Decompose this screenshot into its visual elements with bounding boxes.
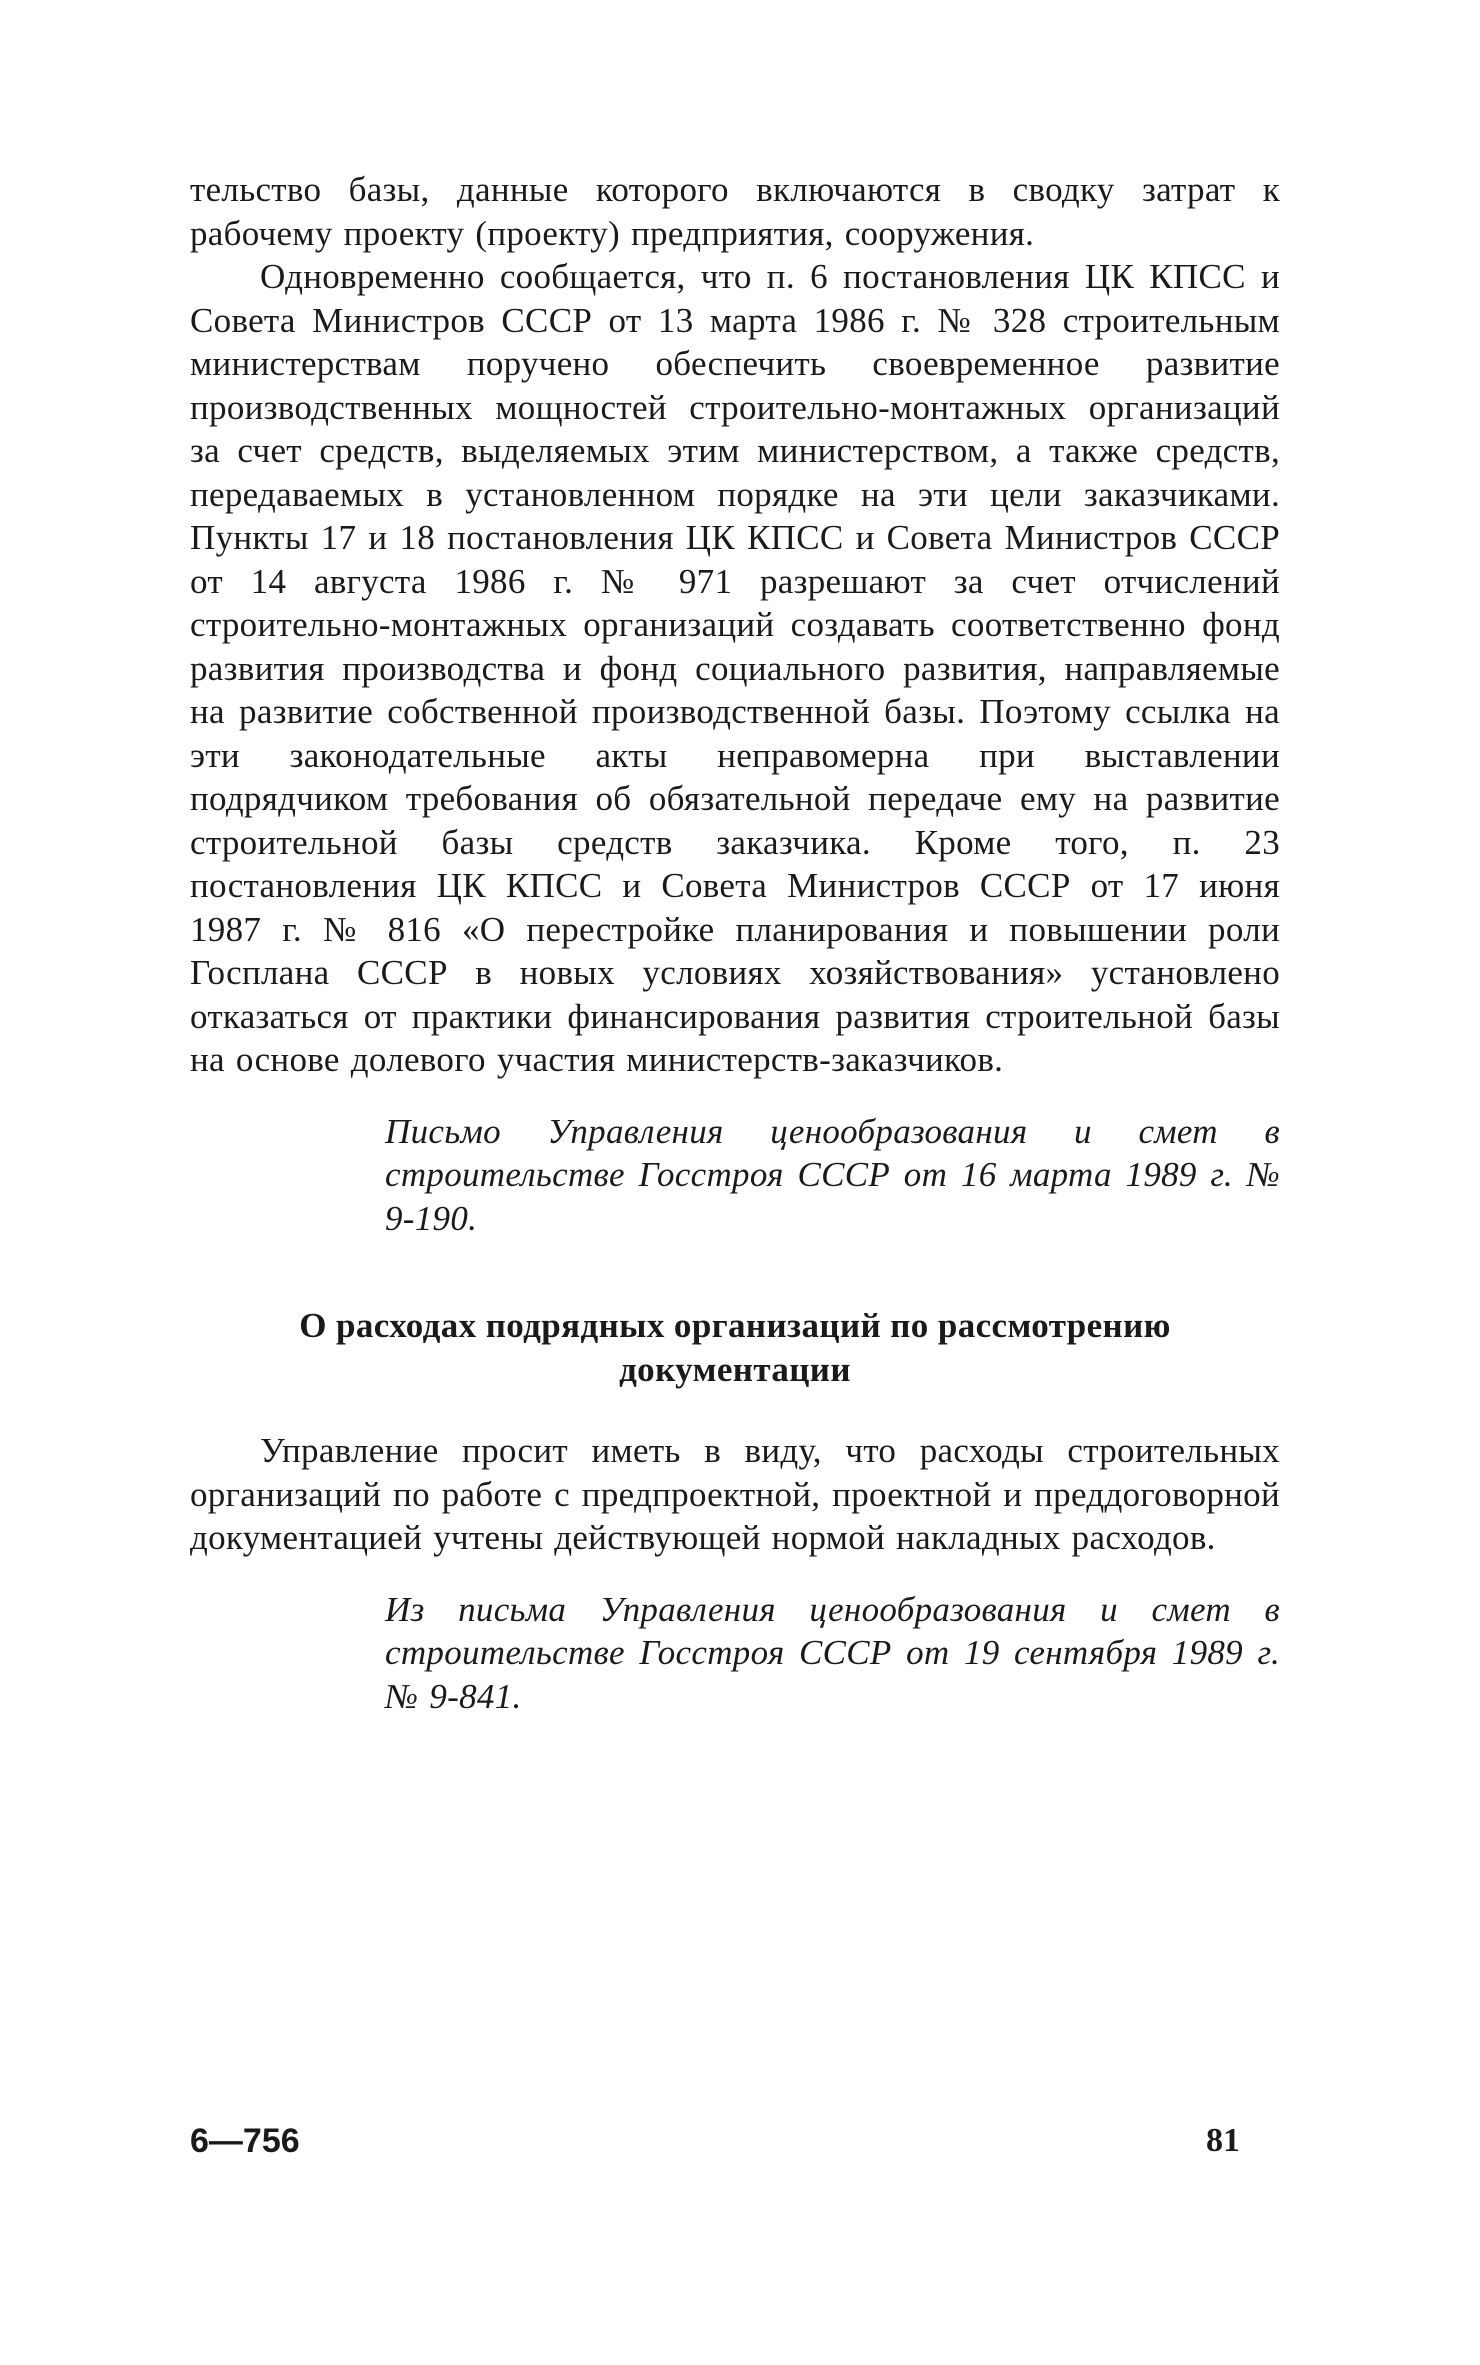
printer-signature: 6—756 xyxy=(190,2122,300,2160)
source-citation-1: Письмо Управления ценообразования и смет в строительстве Госстроя СССР от 16 марта 1989 г. № 9-190. xyxy=(385,1111,1280,1238)
source-citation-2: Из письма Управления ценообразования и смет в строительстве Госстроя СССР от 19 сентября 1989 г. № 9-841. xyxy=(385,1589,1280,1716)
body-paragraph-1: Одновременно сообщается, что п. 6 постановления ЦК КПСС и Совета Министров СССР от 13 марта 1986 г. № 328 строительным министерствам поручено обеспечить своевременное развитие производственных мощностей строительно-монтажных организаций за счет средств, выделяемых этим министерством, а также средств, передаваемых в установленном порядке на эти цели заказчиками. Пункты 17 и 18 постановления ЦК КПСС и Совета Министров СССР от 14 августа 1986 г. № 971 разрешают за счет отчислений строительно-монтажных организаций создавать соответственно фонд развития производства и фонд социального развития, направляемые на развитие собственной производственной базы. Поэтому ссылка на эти законодательные акты неправомерна при выставлении подрядчиком требования об обязательной передаче ему на развитие строительной базы средств заказчика. Кроме того, п. 23 постановления ЦК КПСС и Совета Министров СССР от 17 июня 1987 г. № 816 «О перестройке планирования и повышении роли Госплана СССР в новых условиях хозяйствования» установлено отказаться от практики финансирования развития строительной базы на основе долевого участия министерств-заказчиков. xyxy=(190,257,1280,1079)
page-body xyxy=(190,168,1280,1718)
section-heading: О расходах подрядных организаций по рассмотрению документации xyxy=(299,1306,1171,1389)
body-paragraph-2: Управление просит иметь в виду, что расходы строительных организаций по работе с предпроектной, проектной и преддоговорной документацией учтены действующей нормой накладных расходов. xyxy=(190,1431,1280,1557)
page-number: 81 xyxy=(1206,2122,1240,2159)
continuation-paragraph: тельство базы, данные которого включаются в сводку затрат к рабочему проекту (проекту) предприятия, сооружения. xyxy=(190,170,1280,253)
